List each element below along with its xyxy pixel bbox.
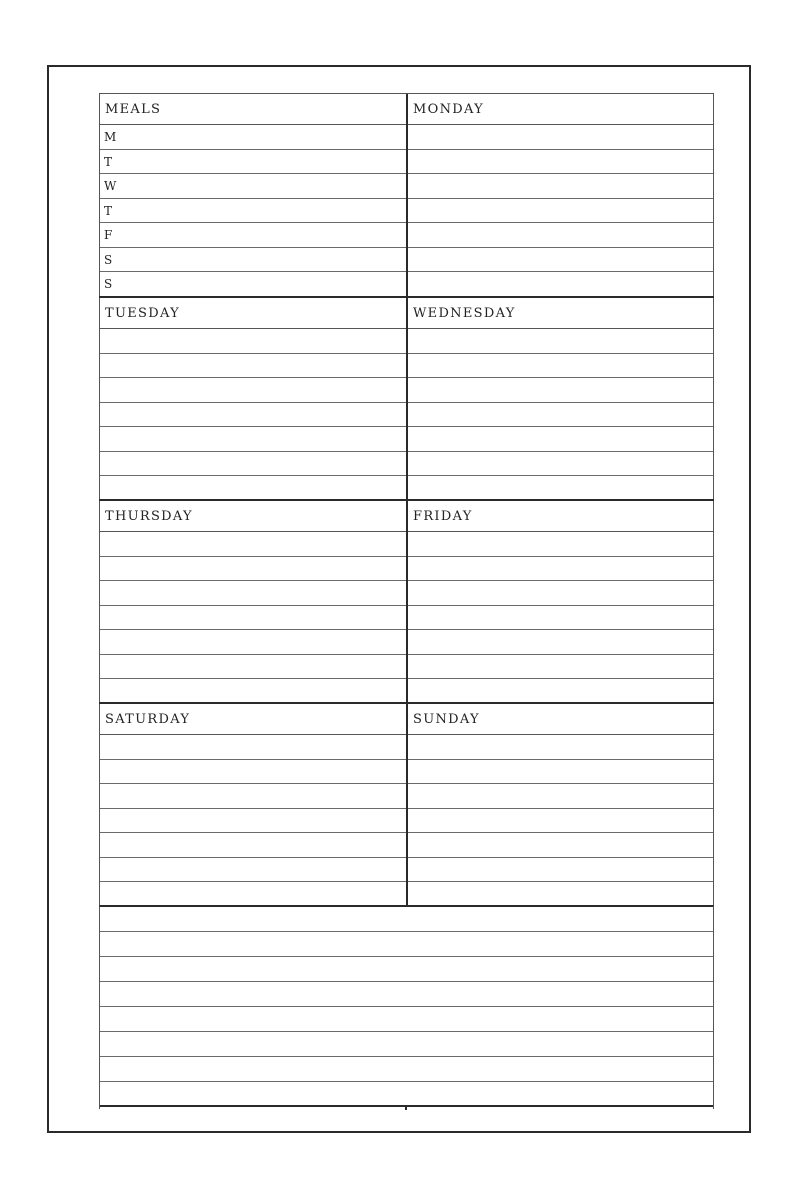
- writing-line[interactable]: [408, 354, 713, 379]
- friday-section: [406, 501, 714, 703]
- notes-line[interactable]: [100, 982, 713, 1007]
- writing-line[interactable]: [100, 452, 406, 477]
- meal-line-fri[interactable]: F: [100, 223, 406, 248]
- writing-line[interactable]: [408, 655, 713, 680]
- weekly-planner-grid: [99, 93, 714, 1109]
- row-meals-monday: [99, 93, 714, 297]
- writing-line[interactable]: [100, 476, 406, 501]
- writing-line[interactable]: [100, 378, 406, 403]
- meal-line-wed[interactable]: W: [100, 174, 406, 199]
- notes-line[interactable]: [100, 932, 713, 957]
- meal-line-sun[interactable]: S: [100, 272, 406, 297]
- notes-line[interactable]: [100, 1007, 713, 1032]
- writing-line[interactable]: [100, 329, 406, 354]
- writing-line[interactable]: [408, 476, 713, 501]
- writing-line[interactable]: [100, 581, 406, 606]
- writing-line[interactable]: [408, 606, 713, 631]
- writing-line[interactable]: [408, 557, 713, 582]
- row-saturday-sunday: [99, 702, 714, 906]
- notes-line[interactable]: [100, 1082, 713, 1107]
- writing-line[interactable]: [408, 223, 713, 248]
- writing-line[interactable]: [100, 760, 406, 785]
- writing-line[interactable]: [408, 760, 713, 785]
- monday-section: [406, 94, 714, 297]
- thursday-section: [99, 501, 406, 703]
- meal-line-tue[interactable]: T: [100, 150, 406, 175]
- writing-line[interactable]: [408, 452, 713, 477]
- writing-line[interactable]: [408, 378, 713, 403]
- meals-heading: MEALS: [100, 94, 406, 125]
- writing-line[interactable]: [100, 784, 406, 809]
- writing-line[interactable]: [100, 354, 406, 379]
- writing-line[interactable]: [408, 199, 713, 224]
- writing-line[interactable]: [408, 630, 713, 655]
- meal-line-mon[interactable]: M: [100, 125, 406, 150]
- writing-line[interactable]: [100, 679, 406, 704]
- writing-line[interactable]: [100, 833, 406, 858]
- writing-line[interactable]: [100, 858, 406, 883]
- writing-line[interactable]: [408, 403, 713, 428]
- writing-line[interactable]: [408, 833, 713, 858]
- monday-heading: MONDAY: [408, 94, 713, 125]
- writing-line[interactable]: [408, 125, 713, 150]
- writing-line[interactable]: [100, 606, 406, 631]
- wednesday-heading: WEDNESDAY: [408, 298, 713, 329]
- writing-line[interactable]: [100, 630, 406, 655]
- writing-line[interactable]: [100, 655, 406, 680]
- notes-line[interactable]: [100, 957, 713, 982]
- writing-line[interactable]: [408, 174, 713, 199]
- wednesday-section: [406, 298, 714, 500]
- meal-line-thu[interactable]: T: [100, 199, 406, 224]
- writing-line[interactable]: [408, 809, 713, 834]
- meal-line-sat[interactable]: S: [100, 248, 406, 273]
- tuesday-section: [99, 298, 406, 500]
- writing-line[interactable]: [100, 735, 406, 760]
- writing-line[interactable]: [408, 784, 713, 809]
- writing-line[interactable]: [100, 403, 406, 428]
- sunday-section: [406, 704, 714, 906]
- writing-line[interactable]: [100, 557, 406, 582]
- writing-line[interactable]: [100, 882, 406, 907]
- writing-line[interactable]: [408, 735, 713, 760]
- writing-line[interactable]: [408, 679, 713, 704]
- writing-line[interactable]: [408, 248, 713, 273]
- writing-line[interactable]: [408, 272, 713, 297]
- thursday-heading: THURSDAY: [100, 501, 406, 532]
- writing-line[interactable]: [408, 427, 713, 452]
- row-thursday-friday: [99, 499, 714, 703]
- sunday-heading: SUNDAY: [408, 704, 713, 735]
- writing-line[interactable]: [408, 329, 713, 354]
- notes-section: [99, 905, 714, 1109]
- writing-line[interactable]: [100, 532, 406, 557]
- writing-line[interactable]: [408, 532, 713, 557]
- row-tuesday-wednesday: [99, 296, 714, 500]
- meals-section: [99, 94, 406, 297]
- friday-heading: FRIDAY: [408, 501, 713, 532]
- notes-line[interactable]: [100, 907, 713, 932]
- writing-line[interactable]: [408, 882, 713, 907]
- writing-line[interactable]: [100, 809, 406, 834]
- notes-line[interactable]: [100, 1032, 713, 1057]
- writing-line[interactable]: [408, 581, 713, 606]
- center-tick-mark: [405, 1105, 407, 1110]
- saturday-section: [99, 704, 406, 906]
- writing-line[interactable]: [408, 150, 713, 175]
- saturday-heading: SATURDAY: [100, 704, 406, 735]
- tuesday-heading: TUESDAY: [100, 298, 406, 329]
- notes-line[interactable]: [100, 1057, 713, 1082]
- writing-line[interactable]: [100, 427, 406, 452]
- writing-line[interactable]: [408, 858, 713, 883]
